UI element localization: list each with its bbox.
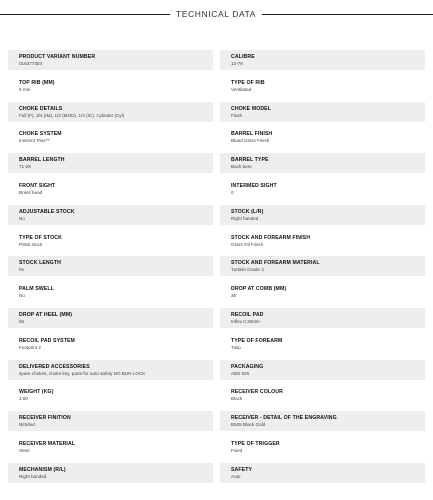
- spec-value: 71-28: [19, 164, 31, 170]
- spec-value: spare chokes, choke key, parts for auto safety NO BUN LOCK: [19, 370, 146, 376]
- spec-item: [220, 256, 425, 276]
- spec-item: [8, 463, 213, 483]
- spec-item: [8, 179, 213, 199]
- spec-label: ADJUSTABLE STOCK: [19, 208, 75, 215]
- spec-value: 36: [231, 293, 237, 299]
- spec-label: PACKAGING: [231, 363, 264, 370]
- spec-label: TOP RIB (MM): [19, 79, 55, 86]
- spec-value: Tulip: [231, 344, 241, 350]
- spec-value: Footprint 2: [19, 344, 41, 350]
- spec-item: [8, 282, 213, 302]
- spec-value: Fixed: [231, 447, 243, 453]
- spec-label: TYPE OF RIB: [231, 79, 265, 86]
- spec-item: [220, 308, 425, 328]
- spec-item: [8, 127, 213, 147]
- spec-item: [220, 360, 425, 380]
- spec-item: [220, 411, 425, 431]
- spec-label: RECOIL PAD: [231, 311, 264, 318]
- spec-label: CHOKE DETAILS: [19, 105, 63, 112]
- spec-label: DROP AT HEEL (MM): [19, 311, 73, 318]
- spec-item: [220, 334, 425, 354]
- spec-value: Back bore: [231, 164, 252, 170]
- spec-label: CALIBRE: [231, 54, 255, 60]
- spec-value: 016377304: [19, 61, 42, 66]
- spec-label: TYPE OF FOREARM: [231, 337, 283, 344]
- spec-item: [8, 411, 213, 431]
- spec-item: [220, 153, 425, 173]
- spec-label: BARREL TYPE: [231, 157, 269, 164]
- spec-label: DELIVERED ACCESSORIES: [19, 363, 90, 370]
- spec-item: [8, 153, 213, 173]
- spec-item: [8, 360, 213, 380]
- technical-data-header: [0, 0, 433, 30]
- spec-value: Ventilated: [231, 86, 252, 92]
- spec-value: 56: [19, 318, 25, 324]
- spec-value: Gloss Oil Finish: [231, 241, 264, 247]
- spec-value: hs: [19, 267, 24, 273]
- spec-value: Blued Gloss Finish: [231, 138, 270, 144]
- spec-label: RECEIVER COLOUR: [231, 389, 283, 396]
- spec-item: [220, 127, 425, 147]
- spec-label: SAFETY: [231, 466, 253, 473]
- spec-value: Brass bead: [19, 189, 43, 195]
- spec-label: MECHANISM (R/L): [19, 466, 66, 473]
- spec-item: [220, 437, 425, 457]
- spec-item: [220, 76, 425, 96]
- spec-label: DROP AT COMB (MM): [231, 286, 287, 293]
- spec-item: [8, 205, 213, 225]
- spec-label: FRONT SIGHT: [19, 182, 56, 189]
- spec-label: TYPE OF TRIGGER: [231, 440, 280, 447]
- spec-value: Right handed: [231, 215, 259, 221]
- spec-label: RECOIL PAD SYSTEM: [19, 337, 75, 344]
- header-divider-right: [262, 14, 433, 15]
- spec-item: [8, 50, 213, 70]
- spec-value: Right handed: [19, 473, 47, 479]
- spec-value: ABS 525: [231, 370, 250, 376]
- spec-item: [220, 179, 425, 199]
- spec-label: STOCK LENGTH: [19, 260, 62, 267]
- spec-item: [8, 102, 213, 122]
- spec-item: [8, 76, 213, 96]
- header-divider-left: [0, 14, 170, 15]
- spec-label: RECEIVER FINITION: [19, 415, 71, 422]
- spec-item: [220, 231, 425, 251]
- spec-value: No: [19, 293, 25, 299]
- spec-label: CHOKE MODEL: [231, 105, 272, 112]
- spec-item: [8, 334, 213, 354]
- spec-item: [220, 50, 425, 70]
- spec-value: Turkish Grade 3: [231, 267, 264, 273]
- spec-item: [220, 282, 425, 302]
- spec-label: STOCK (L/R): [231, 208, 264, 215]
- spec-label: TYPE OF STOCK: [19, 234, 62, 241]
- spec-label: RECEIVER MATERIAL: [19, 440, 76, 447]
- spec-value: 3.50: [19, 396, 28, 402]
- spec-label: BARREL FINISH: [231, 131, 273, 138]
- spec-value: Invector Plus™: [19, 138, 51, 144]
- spec-value: Full (F), 3/4 (IM), 1/2 (MOD), 1/4 (IC), Cylinder (Cyl): [19, 112, 125, 118]
- spec-value: Flush: [231, 112, 243, 118]
- spec-value: Nitrided: [19, 422, 35, 428]
- spec-label: WEIGHT (KG): [19, 389, 54, 396]
- spec-value: Pistol stock: [19, 241, 43, 247]
- spec-label: PALM SWELL: [19, 286, 54, 293]
- spec-value: Steel: [19, 447, 30, 453]
- spec-item: [220, 463, 425, 483]
- spec-value: No: [19, 215, 25, 221]
- spec-item: [220, 205, 425, 225]
- spec-item: [8, 308, 213, 328]
- spec-label: STOCK AND FOREARM MATERIAL: [231, 260, 320, 267]
- spec-value: Auto: [231, 473, 241, 479]
- spec-label: RECEIVER - DETAIL OF THE ENGRAVING: [231, 415, 337, 422]
- spec-item: [8, 437, 213, 457]
- spec-grid: [8, 50, 425, 483]
- spec-item: [8, 385, 213, 405]
- spec-label: STOCK AND FOREARM FINISH: [231, 234, 311, 241]
- section-title: TECHNICAL DATA: [175, 9, 257, 19]
- spec-value: Black: [231, 396, 243, 402]
- spec-value: 0: [231, 189, 234, 195]
- spec-label: CHOKE SYSTEM: [19, 131, 62, 138]
- spec-value: B525 Black Gold: [231, 422, 266, 428]
- spec-item: [220, 385, 425, 405]
- spec-item: [8, 256, 213, 276]
- spec-label: BARREL LENGTH: [19, 157, 65, 164]
- spec-label: INTERMED SIGHT: [231, 182, 277, 189]
- spec-item: [8, 231, 213, 251]
- spec-item: [220, 102, 425, 122]
- spec-value: 12-76: [231, 61, 243, 66]
- spec-value: Inflex II 20mm: [231, 318, 260, 324]
- spec-value: 6 mm: [19, 86, 31, 92]
- spec-label: PRODUCT VARIANT NUMBER: [19, 54, 96, 60]
